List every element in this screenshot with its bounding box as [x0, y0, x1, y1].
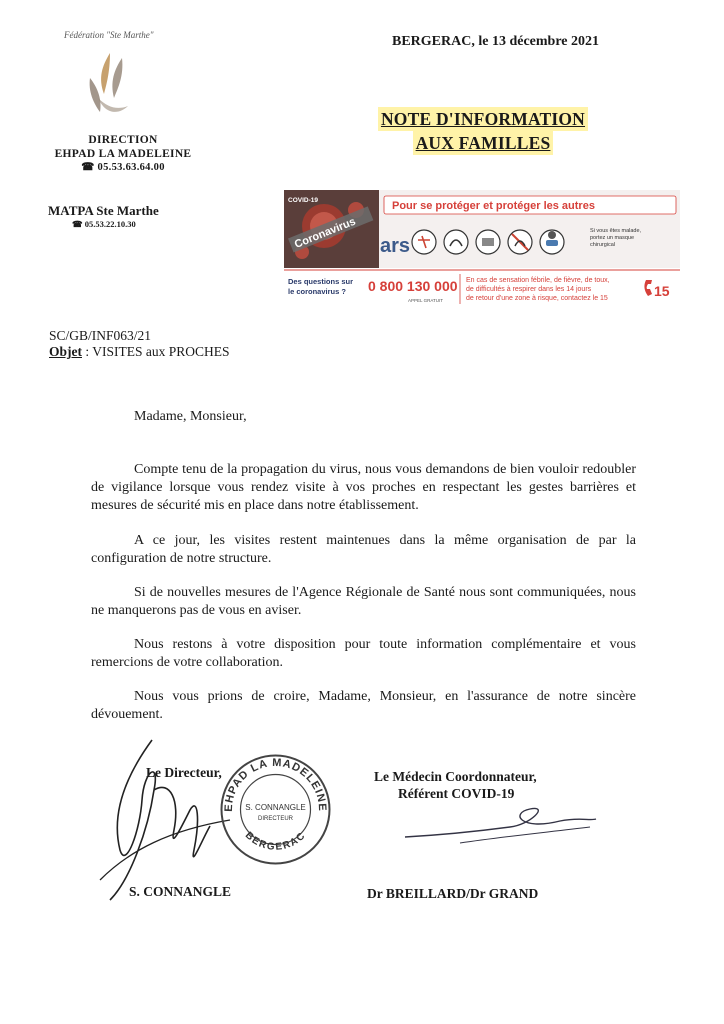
covid-banner — [284, 190, 680, 308]
paragraph-5: Nous vous prions de croire, Madame, Monsieur, en l'assurance de notre sincère dévouement. — [91, 689, 636, 722]
warning-line-1: En cas de sensation fébrile, de fièvre, de toux, — [466, 277, 610, 284]
svg-text:BERGERAC — [243, 830, 308, 853]
banner-coronavirus: Coronavirus — [292, 215, 358, 251]
page-title — [364, 107, 602, 155]
ars-logo: ars — [380, 235, 411, 257]
stamp-bottom-text: BERGERAC — [242, 829, 309, 853]
matpa-phone: ☎ 05.53.22.10.30 — [72, 219, 136, 229]
reference-number: SC/GB/INF063/21 — [49, 328, 152, 343]
letter-date: BERGERAC, le 13 décembre 2021 — [392, 34, 599, 49]
director-title: Le Directeur, — [146, 765, 222, 780]
banner-headline: Pour se protéger et protéger les autres — [392, 200, 595, 212]
hotline-number: 0 800 130 000 — [368, 278, 458, 294]
hotline-sub: APPEL GRATUIT — [408, 298, 444, 303]
paragraph-4: Nous restons à votre disposition pour toute information complémentaire et vous remercions de votre collaboration. — [91, 637, 636, 670]
emergency-number: 15 — [654, 283, 670, 299]
doctor-signature — [400, 797, 600, 852]
mask-text-2: portez un masque — [590, 235, 635, 241]
stamp-top-text: EHPAD LA MADELEINE — [222, 756, 329, 812]
matpa-name: MATPA Ste Marthe — [48, 203, 159, 218]
official-stamp — [218, 752, 333, 867]
stamp-role: DIRECTEUR — [257, 816, 294, 822]
warning-line-2: de difficultés à respirer dans les 14 jours — [466, 286, 592, 293]
director-name: S. CONNANGLE — [129, 884, 232, 899]
greeting: Madame, Monsieur, — [134, 409, 247, 424]
paragraph-1: Compte tenu de la propagation du virus, nous vous demandons de bien vouloir redoubler de vigilance lorsque vous rendez visite à vos proches en respectant les gestes barrières et mesures de sécurité mis en place dans notre établissement. — [91, 462, 636, 513]
federation-logo — [80, 48, 140, 118]
title-line-2: AUX FAMILLES — [413, 131, 554, 155]
title-line-1: NOTE D'INFORMATION — [378, 107, 588, 131]
ehpad-name: EHPAD LA MADELEINE — [54, 148, 192, 160]
doctor-subtitle: Référent COVID-19 — [398, 786, 515, 801]
questions-line-1: Des questions sur — [288, 277, 354, 286]
federation-label: Fédération "Ste Marthe" — [64, 30, 154, 40]
doctor-title: Le Médecin Coordonnateur, — [374, 769, 537, 784]
mask-text-1: Si vous êtes malade, — [590, 228, 642, 234]
direction-label: DIRECTION — [88, 134, 158, 146]
object-text: : VISITES aux PROCHES — [82, 344, 230, 359]
questions-line-2: le coronavirus ? — [288, 287, 346, 296]
warning-line-3: de retour d'une zone à risque, contactez le 15 — [466, 295, 608, 302]
direction-block — [38, 133, 208, 175]
paragraph-2: A ce jour, les visites restent maintenues dans la même organisation de par la configuration de notre structure. — [91, 533, 636, 566]
object-line — [49, 344, 230, 360]
stamp-name: S. CONNANGLE — [245, 803, 306, 812]
ehpad-phone: ☎ 05.53.63.64.00 — [81, 162, 165, 173]
banner-tag: COVID-19 — [288, 197, 318, 204]
object-label: Objet — [49, 344, 82, 359]
doctor-names: Dr BREILLARD/Dr GRAND — [367, 886, 539, 901]
mask-text-3: chirurgical — [590, 242, 616, 248]
paragraph-3: Si de nouvelles mesures de l'Agence Régionale de Santé nous sont communiquées, nous ne manquerons pas de vous en aviser. — [91, 585, 636, 618]
